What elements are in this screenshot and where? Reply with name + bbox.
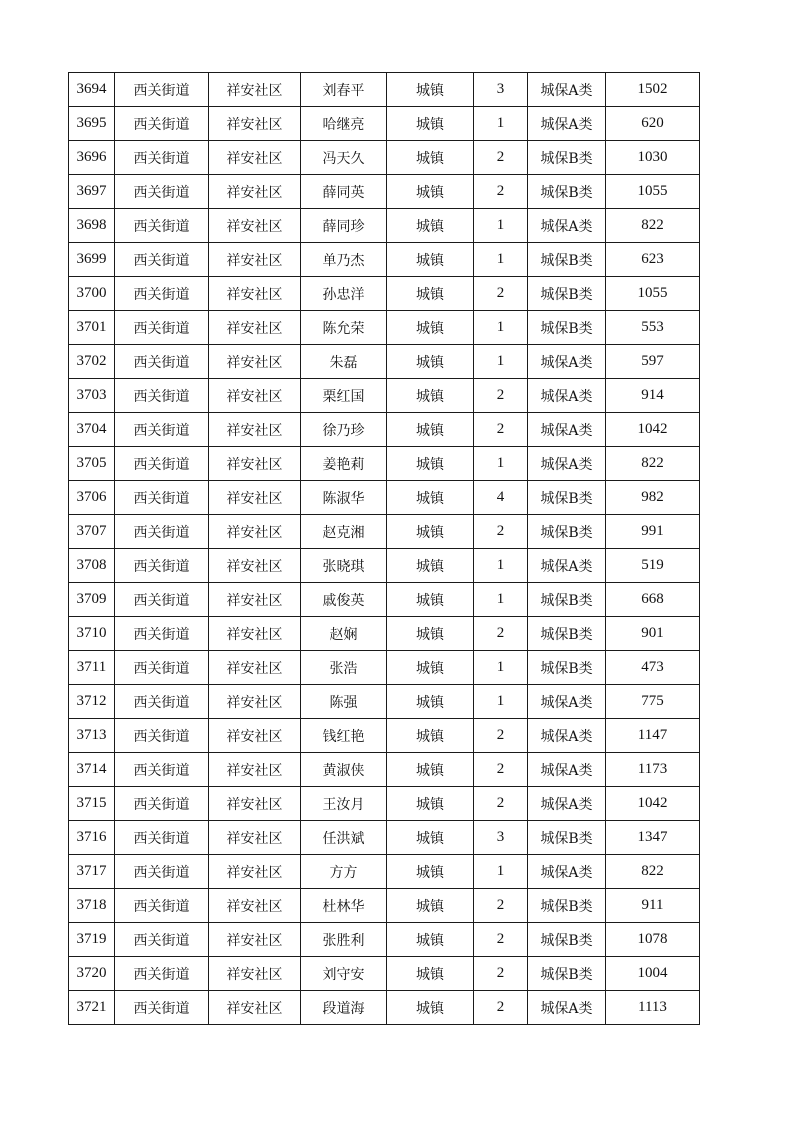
cell-name: 薛同英 — [301, 175, 387, 209]
cell-area-type: 城镇 — [387, 277, 474, 311]
cell-members: 2 — [474, 379, 528, 413]
cell-name: 赵克湘 — [301, 515, 387, 549]
cell-category: 城保B类 — [528, 277, 606, 311]
cell-area-type: 城镇 — [387, 549, 474, 583]
cell-members: 2 — [474, 753, 528, 787]
cell-community: 祥安社区 — [209, 549, 301, 583]
cell-members: 1 — [474, 107, 528, 141]
cell-street: 西关街道 — [115, 345, 209, 379]
cell-area-type: 城镇 — [387, 107, 474, 141]
table-row — [69, 855, 700, 889]
cell-name: 戚俊英 — [301, 583, 387, 617]
cell-id: 3714 — [69, 753, 115, 787]
cell-category: 城保B类 — [528, 923, 606, 957]
cell-amount: 597 — [606, 345, 700, 379]
cell-name: 冯天久 — [301, 141, 387, 175]
cell-area-type: 城镇 — [387, 73, 474, 107]
cell-members: 1 — [474, 209, 528, 243]
cell-community: 祥安社区 — [209, 685, 301, 719]
cell-id: 3704 — [69, 413, 115, 447]
cell-name: 陈允荣 — [301, 311, 387, 345]
cell-amount: 911 — [606, 889, 700, 923]
cell-category: 城保A类 — [528, 753, 606, 787]
cell-street: 西关街道 — [115, 923, 209, 957]
table-row — [69, 209, 700, 243]
cell-members: 2 — [474, 991, 528, 1025]
cell-category: 城保A类 — [528, 345, 606, 379]
cell-category: 城保A类 — [528, 549, 606, 583]
cell-name: 张浩 — [301, 651, 387, 685]
cell-community: 祥安社区 — [209, 277, 301, 311]
cell-category: 城保B类 — [528, 583, 606, 617]
cell-street: 西关街道 — [115, 889, 209, 923]
cell-id: 3718 — [69, 889, 115, 923]
cell-amount: 1113 — [606, 991, 700, 1025]
cell-id: 3711 — [69, 651, 115, 685]
cell-id: 3703 — [69, 379, 115, 413]
table-row — [69, 617, 700, 651]
cell-members: 1 — [474, 685, 528, 719]
cell-street: 西关街道 — [115, 277, 209, 311]
cell-id: 3702 — [69, 345, 115, 379]
cell-id: 3700 — [69, 277, 115, 311]
table-row — [69, 379, 700, 413]
cell-id: 3705 — [69, 447, 115, 481]
table-row — [69, 175, 700, 209]
table-row — [69, 345, 700, 379]
cell-id: 3712 — [69, 685, 115, 719]
table-row — [69, 821, 700, 855]
cell-id: 3695 — [69, 107, 115, 141]
cell-street: 西关街道 — [115, 243, 209, 277]
cell-area-type: 城镇 — [387, 787, 474, 821]
cell-name: 王汝月 — [301, 787, 387, 821]
table-row — [69, 107, 700, 141]
cell-name: 徐乃珍 — [301, 413, 387, 447]
cell-members: 1 — [474, 311, 528, 345]
cell-amount: 822 — [606, 447, 700, 481]
cell-amount: 1502 — [606, 73, 700, 107]
cell-category: 城保A类 — [528, 413, 606, 447]
cell-id: 3697 — [69, 175, 115, 209]
table-row — [69, 515, 700, 549]
cell-id: 3696 — [69, 141, 115, 175]
cell-amount: 519 — [606, 549, 700, 583]
cell-name: 栗红国 — [301, 379, 387, 413]
cell-community: 祥安社区 — [209, 243, 301, 277]
cell-members: 1 — [474, 549, 528, 583]
cell-community: 祥安社区 — [209, 175, 301, 209]
cell-street: 西关街道 — [115, 447, 209, 481]
table-row — [69, 787, 700, 821]
cell-area-type: 城镇 — [387, 719, 474, 753]
cell-amount: 822 — [606, 209, 700, 243]
cell-category: 城保A类 — [528, 107, 606, 141]
cell-amount: 1042 — [606, 787, 700, 821]
cell-community: 祥安社区 — [209, 447, 301, 481]
cell-id: 3708 — [69, 549, 115, 583]
cell-category: 城保B类 — [528, 515, 606, 549]
cell-members: 1 — [474, 345, 528, 379]
cell-street: 西关街道 — [115, 753, 209, 787]
table-row — [69, 141, 700, 175]
cell-amount: 901 — [606, 617, 700, 651]
cell-community: 祥安社区 — [209, 719, 301, 753]
cell-street: 西关街道 — [115, 549, 209, 583]
cell-amount: 1173 — [606, 753, 700, 787]
cell-area-type: 城镇 — [387, 345, 474, 379]
cell-members: 2 — [474, 923, 528, 957]
cell-name: 赵娴 — [301, 617, 387, 651]
cell-name: 黄淑侠 — [301, 753, 387, 787]
cell-community: 祥安社区 — [209, 617, 301, 651]
cell-area-type: 城镇 — [387, 481, 474, 515]
cell-members: 1 — [474, 651, 528, 685]
cell-members: 2 — [474, 277, 528, 311]
cell-id: 3719 — [69, 923, 115, 957]
table-row — [69, 651, 700, 685]
cell-amount: 1078 — [606, 923, 700, 957]
cell-amount: 1030 — [606, 141, 700, 175]
cell-members: 2 — [474, 413, 528, 447]
table-row — [69, 243, 700, 277]
cell-members: 2 — [474, 141, 528, 175]
cell-category: 城保A类 — [528, 379, 606, 413]
cell-category: 城保A类 — [528, 447, 606, 481]
cell-community: 祥安社区 — [209, 651, 301, 685]
table-row — [69, 447, 700, 481]
cell-name: 陈强 — [301, 685, 387, 719]
cell-area-type: 城镇 — [387, 651, 474, 685]
cell-area-type: 城镇 — [387, 821, 474, 855]
cell-area-type: 城镇 — [387, 379, 474, 413]
cell-category: 城保A类 — [528, 73, 606, 107]
table-row — [69, 73, 700, 107]
cell-area-type: 城镇 — [387, 583, 474, 617]
cell-category: 城保A类 — [528, 719, 606, 753]
table-row — [69, 719, 700, 753]
cell-name: 段道海 — [301, 991, 387, 1025]
cell-name: 刘守安 — [301, 957, 387, 991]
cell-category: 城保A类 — [528, 209, 606, 243]
cell-street: 西关街道 — [115, 379, 209, 413]
cell-category: 城保B类 — [528, 957, 606, 991]
cell-id: 3701 — [69, 311, 115, 345]
table-row — [69, 957, 700, 991]
table-row — [69, 311, 700, 345]
cell-id: 3720 — [69, 957, 115, 991]
cell-street: 西关街道 — [115, 787, 209, 821]
cell-street: 西关街道 — [115, 617, 209, 651]
cell-id: 3698 — [69, 209, 115, 243]
cell-street: 西关街道 — [115, 413, 209, 447]
cell-members: 3 — [474, 73, 528, 107]
cell-amount: 775 — [606, 685, 700, 719]
cell-street: 西关街道 — [115, 991, 209, 1025]
cell-name: 杜林华 — [301, 889, 387, 923]
cell-category: 城保B类 — [528, 821, 606, 855]
cell-category: 城保B类 — [528, 617, 606, 651]
cell-street: 西关街道 — [115, 685, 209, 719]
cell-community: 祥安社区 — [209, 923, 301, 957]
cell-community: 祥安社区 — [209, 107, 301, 141]
cell-street: 西关街道 — [115, 311, 209, 345]
cell-street: 西关街道 — [115, 481, 209, 515]
cell-members: 2 — [474, 889, 528, 923]
cell-amount: 991 — [606, 515, 700, 549]
cell-area-type: 城镇 — [387, 447, 474, 481]
cell-id: 3713 — [69, 719, 115, 753]
cell-community: 祥安社区 — [209, 311, 301, 345]
cell-id: 3715 — [69, 787, 115, 821]
cell-name: 张晓琪 — [301, 549, 387, 583]
cell-street: 西关街道 — [115, 107, 209, 141]
cell-name: 朱磊 — [301, 345, 387, 379]
cell-category: 城保A类 — [528, 991, 606, 1025]
cell-amount: 1004 — [606, 957, 700, 991]
cell-amount: 1042 — [606, 413, 700, 447]
cell-members: 3 — [474, 821, 528, 855]
cell-area-type: 城镇 — [387, 957, 474, 991]
cell-category: 城保B类 — [528, 175, 606, 209]
cell-category: 城保B类 — [528, 481, 606, 515]
cell-members: 2 — [474, 719, 528, 753]
table-row — [69, 889, 700, 923]
cell-area-type: 城镇 — [387, 617, 474, 651]
cell-area-type: 城镇 — [387, 923, 474, 957]
cell-category: 城保B类 — [528, 651, 606, 685]
cell-category: 城保A类 — [528, 787, 606, 821]
cell-street: 西关街道 — [115, 719, 209, 753]
cell-amount: 553 — [606, 311, 700, 345]
cell-street: 西关街道 — [115, 209, 209, 243]
cell-street: 西关街道 — [115, 73, 209, 107]
cell-amount: 1055 — [606, 277, 700, 311]
cell-community: 祥安社区 — [209, 957, 301, 991]
cell-id: 3717 — [69, 855, 115, 889]
cell-amount: 1147 — [606, 719, 700, 753]
cell-category: 城保A类 — [528, 685, 606, 719]
cell-community: 祥安社区 — [209, 413, 301, 447]
cell-name: 刘春平 — [301, 73, 387, 107]
cell-amount: 982 — [606, 481, 700, 515]
cell-members: 1 — [474, 447, 528, 481]
cell-category: 城保B类 — [528, 243, 606, 277]
cell-street: 西关街道 — [115, 957, 209, 991]
cell-name: 姜艳莉 — [301, 447, 387, 481]
cell-street: 西关街道 — [115, 821, 209, 855]
cell-id: 3694 — [69, 73, 115, 107]
cell-community: 祥安社区 — [209, 855, 301, 889]
cell-community: 祥安社区 — [209, 209, 301, 243]
cell-name: 哈继亮 — [301, 107, 387, 141]
recipient-table — [68, 72, 700, 1025]
cell-community: 祥安社区 — [209, 73, 301, 107]
cell-amount: 620 — [606, 107, 700, 141]
cell-id: 3721 — [69, 991, 115, 1025]
cell-community: 祥安社区 — [209, 481, 301, 515]
table-row — [69, 685, 700, 719]
cell-area-type: 城镇 — [387, 243, 474, 277]
cell-area-type: 城镇 — [387, 991, 474, 1025]
cell-community: 祥安社区 — [209, 345, 301, 379]
cell-name: 钱红艳 — [301, 719, 387, 753]
cell-name: 薛同珍 — [301, 209, 387, 243]
cell-area-type: 城镇 — [387, 413, 474, 447]
cell-name: 陈淑华 — [301, 481, 387, 515]
cell-area-type: 城镇 — [387, 515, 474, 549]
cell-community: 祥安社区 — [209, 583, 301, 617]
cell-street: 西关街道 — [115, 583, 209, 617]
table-row — [69, 413, 700, 447]
cell-members: 4 — [474, 481, 528, 515]
cell-category: 城保B类 — [528, 889, 606, 923]
cell-members: 2 — [474, 957, 528, 991]
cell-members: 2 — [474, 515, 528, 549]
cell-community: 祥安社区 — [209, 821, 301, 855]
cell-community: 祥安社区 — [209, 515, 301, 549]
cell-id: 3706 — [69, 481, 115, 515]
cell-members: 1 — [474, 855, 528, 889]
cell-id: 3699 — [69, 243, 115, 277]
cell-name: 孙忠洋 — [301, 277, 387, 311]
cell-community: 祥安社区 — [209, 379, 301, 413]
table-row — [69, 549, 700, 583]
cell-members: 1 — [474, 243, 528, 277]
cell-street: 西关街道 — [115, 515, 209, 549]
table-row — [69, 923, 700, 957]
cell-category: 城保B类 — [528, 311, 606, 345]
cell-amount: 623 — [606, 243, 700, 277]
cell-name: 单乃杰 — [301, 243, 387, 277]
cell-amount: 473 — [606, 651, 700, 685]
cell-area-type: 城镇 — [387, 685, 474, 719]
table-body — [69, 73, 700, 1025]
cell-street: 西关街道 — [115, 141, 209, 175]
cell-id: 3710 — [69, 617, 115, 651]
cell-area-type: 城镇 — [387, 855, 474, 889]
cell-area-type: 城镇 — [387, 311, 474, 345]
table-row — [69, 583, 700, 617]
table-row — [69, 991, 700, 1025]
cell-area-type: 城镇 — [387, 141, 474, 175]
cell-street: 西关街道 — [115, 175, 209, 209]
table-row — [69, 481, 700, 515]
cell-community: 祥安社区 — [209, 991, 301, 1025]
cell-community: 祥安社区 — [209, 753, 301, 787]
cell-members: 2 — [474, 175, 528, 209]
cell-name: 方方 — [301, 855, 387, 889]
cell-amount: 668 — [606, 583, 700, 617]
cell-community: 祥安社区 — [209, 889, 301, 923]
cell-members: 1 — [474, 583, 528, 617]
cell-amount: 1347 — [606, 821, 700, 855]
cell-id: 3716 — [69, 821, 115, 855]
cell-community: 祥安社区 — [209, 787, 301, 821]
cell-members: 2 — [474, 787, 528, 821]
cell-category: 城保B类 — [528, 141, 606, 175]
cell-name: 张胜利 — [301, 923, 387, 957]
cell-amount: 822 — [606, 855, 700, 889]
cell-category: 城保A类 — [528, 855, 606, 889]
cell-id: 3707 — [69, 515, 115, 549]
cell-name: 任洪斌 — [301, 821, 387, 855]
cell-area-type: 城镇 — [387, 889, 474, 923]
table-row — [69, 277, 700, 311]
table-row — [69, 753, 700, 787]
cell-members: 2 — [474, 617, 528, 651]
cell-area-type: 城镇 — [387, 175, 474, 209]
cell-area-type: 城镇 — [387, 209, 474, 243]
cell-id: 3709 — [69, 583, 115, 617]
cell-street: 西关街道 — [115, 651, 209, 685]
cell-community: 祥安社区 — [209, 141, 301, 175]
cell-amount: 1055 — [606, 175, 700, 209]
cell-amount: 914 — [606, 379, 700, 413]
cell-street: 西关街道 — [115, 855, 209, 889]
cell-area-type: 城镇 — [387, 753, 474, 787]
